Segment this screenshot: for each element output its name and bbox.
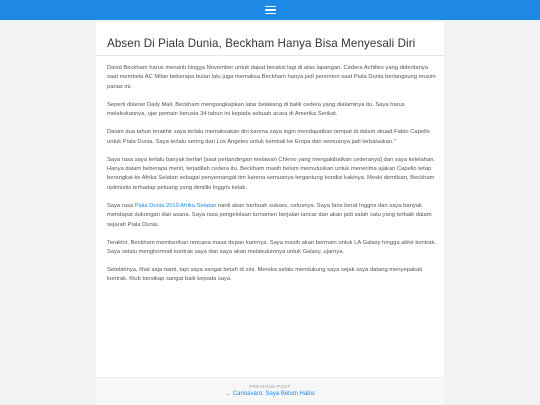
article-content [107,64,437,293]
paragraph-5-start: Saya rasa [107,202,135,209]
previous-post-label: PREVIOUS POST [249,384,291,389]
paragraph-6: Terakhir, Beckham memberikan rencana masa depan karirnya. Saya masih akan bermain untuk LA Galaxy hingga akhir kontrak. Saya selalu menghormati kontrak saya dan saya akan melakukannya untuk Galaxy, ujarnya. [107,239,436,256]
paragraph-5-end: nanti akan berbuah sukses, cetusnya. Saya fans berat Inggris dan saya banyak mendapat dukungan dari asana. Saya rasa pengelolaan turnamen berjalan lancar dan akan jadi salah satu yang terbaik dalam sejarah Piala Dunia. [107,202,432,228]
paragraph-7: Setelahnya, lihat saja nanti, tapi saya sangat betah di sini. Mereka selalu mendukung saya sejak saya datang menyepakati kontrak. Klub bersikap sangat baik kepada saya. [107,267,423,283]
title-divider [96,55,444,56]
top-bar [0,0,540,20]
previous-post-link[interactable]: ← Cannavaro: Saya Belum Habis [225,391,315,397]
paragraph-3: Dalam dua tahun terakhir saya terlalu memaksakan diri karena saya ingin mendapatkan tempat di dalam skuad Fabio Capello untuk Piala Dunia. Saya terlalu sering dari Los Angeles untuk kembali ke Eropa dan semuanya jadi terbalaskan." [107,129,430,145]
paragraph-5 [107,202,437,230]
paragraph-1: David Beckham harus menanti hingga November untuk dapat beraksi lagi di atas lapangan. Cedera Achilles yang dideritanya saat membela AC Milan beberapa bulan lalu juga memaksa Beckham hanya jadi penonton saat Piala Dunia berlangsung musim panas ini. [107,65,436,90]
article-title: Absen Di Piala Dunia, Beckham Hanya Bisa Menyesali Diri [107,37,416,50]
paragraph-2: Seperti dilansir Daily Mail, Beckham mengungkapkan latar belakang di balik cedera yang dialaminya itu. Saya harus melakukannya, ujar pemain berusia 34 tahun ini kepada sebuah acara di Amerika Serikat. [107,101,405,118]
piala-dunia-link[interactable]: Piala Dunia 2010 Afrika Selatan [134,202,217,209]
hamburger-menu-icon[interactable] [265,6,276,14]
paragraph-4: Saya rasa saya terlalu banyak berlari [saat pertandingan melawan Chievo yang mengakibatkan cederanya] dan saya kelelahan. Hanya dalam beberapa menit, terjadilah cedera itu. Beckham masih belum memutuskan untuk menerima ajakan Capello tetap berangkat ke Afrika Selatan sebagai penyemangat tim karena semuanya tergantung kondisi kakinya. Meski demikian, Beckham optimistis terhadap peluang yang dimiliki Inggris kelak. [107,156,436,191]
article-card [96,22,444,405]
post-navigation [96,377,444,405]
